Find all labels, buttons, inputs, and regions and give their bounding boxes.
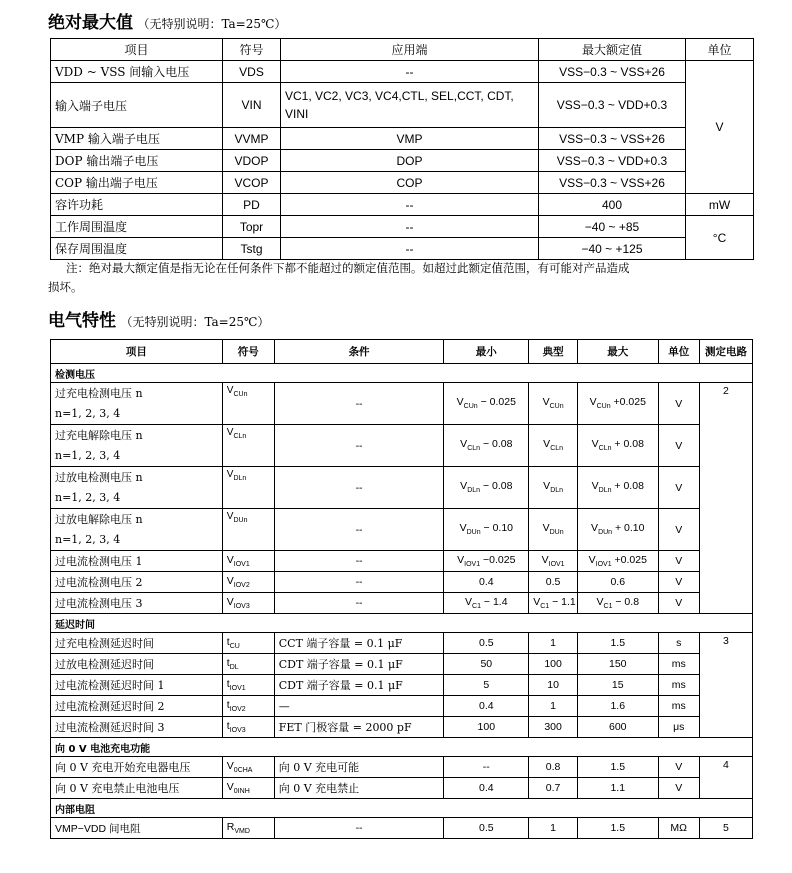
- symbol-base: t: [226, 656, 230, 669]
- row-symbol: [222, 633, 274, 654]
- val-base: V: [460, 438, 468, 451]
- row-app: COP: [281, 172, 539, 194]
- row-unit: ms: [658, 654, 699, 675]
- val-base: V: [591, 480, 599, 493]
- symbol-sub: CUn: [233, 391, 248, 398]
- row-min: [444, 425, 529, 467]
- val-base: V: [591, 522, 599, 535]
- val-sub: IOV1: [548, 561, 565, 569]
- val-tail: +0.025: [610, 396, 646, 409]
- row-symbol: [222, 467, 274, 509]
- item-name: 过充电解除电压 n: [55, 429, 143, 442]
- row-max: [577, 593, 658, 614]
- row-max: 600: [577, 717, 658, 738]
- row-symbol: [222, 509, 274, 551]
- row-app: --: [281, 194, 539, 216]
- group-row: [51, 799, 753, 818]
- row-unit: s: [658, 633, 699, 654]
- row-typ: 1: [529, 818, 578, 839]
- row-unit: μs: [658, 717, 699, 738]
- item-sub: n=1, 2, 3, 4: [55, 533, 121, 546]
- group-internal-resistance: 内部电阻: [51, 799, 753, 818]
- table-row: [51, 717, 753, 738]
- row-condition: CDT 端子容量 = 0.1 μF: [274, 675, 444, 696]
- val-sub: IOV1: [595, 561, 612, 569]
- header-unit: 单位: [686, 39, 754, 61]
- symbol-base: V: [226, 511, 234, 522]
- row-app: VMP: [281, 128, 539, 150]
- symbol-base: V: [226, 553, 234, 566]
- row-min: [444, 383, 529, 425]
- abs-max-condition: （无特别说明：Ta=25℃）: [137, 17, 287, 31]
- val-base: V: [543, 480, 551, 493]
- electrical-title: [48, 306, 269, 330]
- row-min: 0.4: [444, 572, 529, 593]
- row-min: 0.4: [444, 696, 529, 717]
- symbol-sub: IOV3: [233, 603, 250, 611]
- row-max: 1.5: [577, 757, 658, 778]
- symbol-base: R: [226, 820, 235, 833]
- row-condition: --: [274, 593, 444, 614]
- row-item: 输入端子电压: [51, 83, 223, 128]
- row-symbol: VDS: [223, 61, 281, 83]
- row-max: [577, 425, 658, 467]
- row-unit: V: [658, 383, 699, 425]
- val-base: V: [456, 396, 464, 409]
- row-symbol: [222, 757, 274, 778]
- row-item: 向 0 V 充电开始充电器电压: [51, 757, 223, 778]
- val-tail: + 0.10: [612, 522, 645, 535]
- row-app: --: [281, 238, 539, 260]
- symbol-base: t: [226, 719, 230, 732]
- row-min: 100: [444, 717, 529, 738]
- symbol-base: V: [226, 385, 234, 396]
- table-row: [51, 675, 753, 696]
- row-condition: --: [274, 572, 444, 593]
- row-symbol: [222, 572, 274, 593]
- val-sub: CLn: [467, 445, 481, 453]
- symbol-sub: IOV2: [229, 706, 246, 714]
- row-unit: V: [658, 467, 699, 509]
- val-base: V: [542, 396, 550, 409]
- val-sub: DUn: [598, 529, 613, 537]
- val-sub: C1: [540, 603, 550, 611]
- group-zero-volt-charge: 向 0 V 电池充电功能: [51, 738, 753, 757]
- row-item: 向 0 V 充电禁止电池电压: [51, 778, 223, 799]
- row-rating: VSS−0.3 ~ VDD+0.3: [539, 83, 686, 128]
- row-symbol: [222, 551, 274, 572]
- row-min: 0.5: [444, 818, 529, 839]
- row-item: 保存周围温度: [51, 238, 223, 260]
- row-symbol: VCOP: [223, 172, 281, 194]
- symbol-sub: CLn: [233, 433, 247, 440]
- row-symbol: VDOP: [223, 150, 281, 172]
- item-sub: n=1, 2, 3, 4: [55, 491, 121, 504]
- val-sub: DLn: [598, 487, 612, 495]
- row-typ: [529, 551, 578, 572]
- row-item: 过电流检测延迟时间 3: [51, 717, 223, 738]
- val-sub: CLn: [598, 445, 612, 453]
- symbol-sub: 0INH: [233, 788, 250, 796]
- row-typ: [529, 425, 578, 467]
- table-row: [51, 654, 753, 675]
- circuit-zero: 4: [699, 757, 752, 799]
- row-min: 5: [444, 675, 529, 696]
- header-condition: 条件: [274, 340, 444, 364]
- row-min: [444, 551, 529, 572]
- row-symbol: Topr: [223, 216, 281, 238]
- row-item: [51, 383, 223, 425]
- row-min: 0.4: [444, 778, 529, 799]
- abs-max-table: [50, 38, 754, 260]
- row-item: 过电流检测电压 3: [51, 593, 223, 614]
- table-row: [51, 593, 753, 614]
- row-typ: 10: [529, 675, 578, 696]
- val-sub: C1: [472, 603, 481, 611]
- row-typ: [529, 383, 578, 425]
- row-max: [577, 509, 658, 551]
- row-min: [444, 467, 529, 509]
- table-row: [51, 216, 754, 238]
- row-symbol: PD: [223, 194, 281, 216]
- val-base: V: [596, 595, 604, 608]
- row-typ: 0.7: [529, 778, 578, 799]
- note-line-2: 损坏。: [48, 280, 83, 294]
- row-item: DOP 输出端子电压: [51, 150, 223, 172]
- symbol-sub: IOV2: [233, 582, 250, 590]
- symbol-base: t: [226, 698, 230, 711]
- row-app: DOP: [281, 150, 539, 172]
- row-item: [51, 467, 223, 509]
- row-unit: MΩ: [658, 818, 699, 839]
- row-condition: 向 0 V 充电禁止: [274, 778, 444, 799]
- row-unit: V: [658, 572, 699, 593]
- header-item: 项目: [51, 340, 223, 364]
- symbol-sub: IOV1: [229, 685, 246, 693]
- row-rating: −40 ~ +85: [539, 216, 686, 238]
- val-base: V: [460, 480, 468, 493]
- symbol-sub: DLn: [233, 475, 247, 482]
- row-max: 1.5: [577, 633, 658, 654]
- row-symbol: VIN: [223, 83, 281, 128]
- row-max: 15: [577, 675, 658, 696]
- row-min: 0.5: [444, 633, 529, 654]
- row-symbol: [222, 425, 274, 467]
- item-name: 过放电检测电压 n: [55, 471, 143, 484]
- symbol-base: V: [226, 574, 234, 587]
- row-min: 50: [444, 654, 529, 675]
- val-base: V: [457, 553, 465, 566]
- row-unit: ms: [658, 675, 699, 696]
- row-unit: V: [658, 593, 699, 614]
- group-row: [51, 614, 753, 633]
- row-rating: VSS−0.3 ~ VSS+26: [539, 61, 686, 83]
- header-item: 项目: [51, 39, 223, 61]
- symbol-sub: 0CHA: [233, 767, 253, 775]
- electrical-header-row: [51, 340, 753, 364]
- row-max: 0.6: [577, 572, 658, 593]
- table-row: [51, 383, 753, 425]
- table-row: [51, 509, 753, 551]
- val-tail: −0.025: [480, 553, 516, 566]
- row-item: [51, 425, 223, 467]
- table-row: [51, 172, 754, 194]
- val-base: V: [465, 595, 473, 608]
- row-typ: [529, 593, 578, 614]
- item-name: 过充电检测电压 n: [55, 387, 143, 400]
- row-typ: [529, 509, 578, 551]
- row-item: COP 输出端子电压: [51, 172, 223, 194]
- val-tail: − 1.1: [549, 595, 576, 608]
- symbol-sub: VMD: [234, 828, 250, 836]
- val-base: V: [459, 522, 467, 535]
- symbol-base: V: [226, 427, 234, 438]
- row-unit: V: [658, 778, 699, 799]
- row-app: --: [281, 216, 539, 238]
- val-sub: CLn: [550, 445, 564, 453]
- row-item: VMP−VDD 间电阻: [51, 818, 223, 839]
- row-max: [577, 467, 658, 509]
- row-item: 过电流检测电压 2: [51, 572, 223, 593]
- val-tail: − 1.4: [481, 595, 508, 608]
- row-item: 过电流检测延迟时间 1: [51, 675, 223, 696]
- table-row: [51, 467, 753, 509]
- val-sub: DLn: [467, 487, 481, 495]
- table-row: [51, 83, 754, 128]
- val-base: V: [533, 595, 541, 608]
- row-item: [51, 509, 223, 551]
- row-symbol: [222, 383, 274, 425]
- row-rating: VSS−0.3 ~ VSS+26: [539, 128, 686, 150]
- abs-max-header-row: [51, 39, 754, 61]
- val-base: V: [541, 553, 549, 566]
- table-row: [51, 818, 753, 839]
- row-symbol: [222, 696, 274, 717]
- table-row: [51, 150, 754, 172]
- header-circuit: 测定电路: [699, 340, 752, 364]
- row-min: --: [444, 757, 529, 778]
- row-symbol: [222, 717, 274, 738]
- row-max: 1.1: [577, 778, 658, 799]
- table-row: [51, 778, 753, 799]
- row-item: VDD ~ VSS 间输入电压: [51, 61, 223, 83]
- row-min: [444, 509, 529, 551]
- electrical-table: [50, 339, 753, 839]
- table-row: [51, 61, 754, 83]
- row-symbol: VVMP: [223, 128, 281, 150]
- note-line-1: 注：绝对最大额定值是指无论在任何条件下都不能超过的额定值范围。如超过此额定值范围，有可能对产品造成: [66, 261, 630, 275]
- row-unit: V: [658, 509, 699, 551]
- row-symbol: [222, 818, 274, 839]
- symbol-base: t: [226, 677, 230, 690]
- row-symbol: [222, 654, 274, 675]
- row-rating: VSS−0.3 ~ VSS+26: [539, 172, 686, 194]
- row-condition: --: [274, 425, 444, 467]
- table-row: [51, 696, 753, 717]
- header-unit: 单位: [658, 340, 699, 364]
- val-tail: − 0.025: [477, 396, 516, 409]
- row-symbol: [222, 675, 274, 696]
- header-max: 最大: [577, 340, 658, 364]
- row-condition: CCT 端子容量 = 0.1 μF: [274, 633, 444, 654]
- row-rating: VSS−0.3 ~ VDD+0.3: [539, 150, 686, 172]
- row-circuit: 5: [699, 818, 752, 839]
- header-min: 最小: [444, 340, 529, 364]
- header-rating: 最大额定值: [539, 39, 686, 61]
- unit-temperature: °C: [686, 216, 754, 260]
- val-sub: CUn: [596, 403, 611, 411]
- row-rating: 400: [539, 194, 686, 216]
- symbol-sub: CU: [229, 643, 240, 651]
- row-item: VMP 输入端子电压: [51, 128, 223, 150]
- symbol-sub: DUn: [233, 517, 248, 524]
- row-typ: 1: [529, 696, 578, 717]
- val-sub: CUn: [463, 403, 478, 411]
- group-delay-time: 延迟时间: [51, 614, 753, 633]
- row-typ: 0.5: [529, 572, 578, 593]
- row-item: 容许功耗: [51, 194, 223, 216]
- unit-voltage: V: [686, 61, 754, 194]
- circuit-delay: 3: [699, 633, 752, 738]
- electrical-heading: 电气特性: [48, 311, 116, 331]
- row-max: [577, 551, 658, 572]
- row-unit: ms: [658, 696, 699, 717]
- val-sub: DLn: [550, 487, 564, 495]
- header-symbol: 符号: [222, 340, 274, 364]
- symbol-base: V: [226, 759, 234, 772]
- val-base: V: [589, 396, 597, 409]
- row-min: [444, 593, 529, 614]
- table-row: [51, 128, 754, 150]
- row-unit: V: [658, 757, 699, 778]
- row-condition: --: [274, 551, 444, 572]
- abs-max-heading: 绝对最大值: [48, 13, 133, 33]
- val-tail: − 0.10: [480, 522, 514, 535]
- header-typ: 典型: [529, 340, 578, 364]
- table-row: [51, 425, 753, 467]
- row-rating: −40 ~ +125: [539, 238, 686, 260]
- row-condition: --: [274, 818, 444, 839]
- symbol-sub: IOV1: [233, 561, 250, 569]
- symbol-base: t: [226, 635, 230, 648]
- symbol-base: V: [226, 595, 234, 608]
- row-typ: [529, 467, 578, 509]
- abs-max-note: [48, 259, 758, 297]
- row-unit: V: [658, 425, 699, 467]
- row-max: [577, 383, 658, 425]
- table-row: [51, 551, 753, 572]
- val-sub: CUn: [549, 403, 564, 411]
- row-condition: --: [274, 467, 444, 509]
- val-sub: DUn: [549, 529, 564, 537]
- row-condition: CDT 端子容量 = 0.1 μF: [274, 654, 444, 675]
- row-symbol: Tstg: [223, 238, 281, 260]
- row-typ: 0.8: [529, 757, 578, 778]
- row-unit: V: [658, 551, 699, 572]
- row-item: 过充电检测延迟时间: [51, 633, 223, 654]
- val-base: V: [543, 438, 551, 451]
- table-row: [51, 194, 754, 216]
- val-base: V: [591, 438, 599, 451]
- val-tail: − 0.08: [480, 438, 513, 451]
- group-row: [51, 364, 753, 383]
- table-row: [51, 238, 754, 260]
- row-max: 1.5: [577, 818, 658, 839]
- row-condition: FET 门极容量 = 2000 pF: [274, 717, 444, 738]
- val-tail: +0.025: [611, 553, 647, 566]
- circuit-detect: 2: [699, 383, 752, 614]
- val-base: V: [588, 553, 596, 566]
- header-application: 应用端: [281, 39, 539, 61]
- table-row: [51, 633, 753, 654]
- header-symbol: 符号: [223, 39, 281, 61]
- row-item: 过电流检测延迟时间 2: [51, 696, 223, 717]
- val-sub: C1: [603, 603, 613, 611]
- val-sub: IOV1: [464, 561, 481, 569]
- row-typ: 1: [529, 633, 578, 654]
- row-symbol: [222, 593, 274, 614]
- row-typ: 300: [529, 717, 578, 738]
- symbol-sub: IOV3: [229, 727, 246, 735]
- table-row: [51, 757, 753, 778]
- item-name: 过放电解除电压 n: [55, 513, 143, 526]
- row-typ: 100: [529, 654, 578, 675]
- row-item: 过电流检测电压 1: [51, 551, 223, 572]
- unit-power: mW: [686, 194, 754, 216]
- row-app: --: [281, 61, 539, 83]
- group-detect-voltage: 检测电压: [51, 364, 753, 383]
- row-max: 150: [577, 654, 658, 675]
- symbol-base: V: [226, 780, 234, 793]
- symbol-base: V: [226, 469, 234, 480]
- item-sub: n=1, 2, 3, 4: [55, 449, 121, 462]
- val-tail: − 0.08: [480, 480, 513, 493]
- row-max: 1.6: [577, 696, 658, 717]
- electrical-condition: （无特别说明：Ta=25℃）: [120, 315, 270, 329]
- item-sub: n=1, 2, 3, 4: [55, 407, 121, 420]
- table-row: [51, 572, 753, 593]
- row-app: VC1, VC2, VC3, VC4,CTL, SEL,CCT, CDT, VINI: [281, 83, 539, 128]
- row-condition: —: [274, 696, 444, 717]
- val-tail: − 0.8: [612, 595, 640, 608]
- row-condition: --: [274, 509, 444, 551]
- val-tail: + 0.08: [611, 480, 644, 493]
- symbol-sub: DL: [229, 664, 239, 672]
- val-sub: DUn: [466, 529, 481, 537]
- row-item: 工作周围温度: [51, 216, 223, 238]
- group-row: [51, 738, 753, 757]
- row-condition: 向 0 V 充电可能: [274, 757, 444, 778]
- val-tail: + 0.08: [611, 438, 644, 451]
- row-condition: --: [274, 383, 444, 425]
- abs-max-title: [48, 8, 286, 32]
- row-symbol: [222, 778, 274, 799]
- row-item: 过放电检测延迟时间: [51, 654, 223, 675]
- val-base: V: [542, 522, 550, 535]
